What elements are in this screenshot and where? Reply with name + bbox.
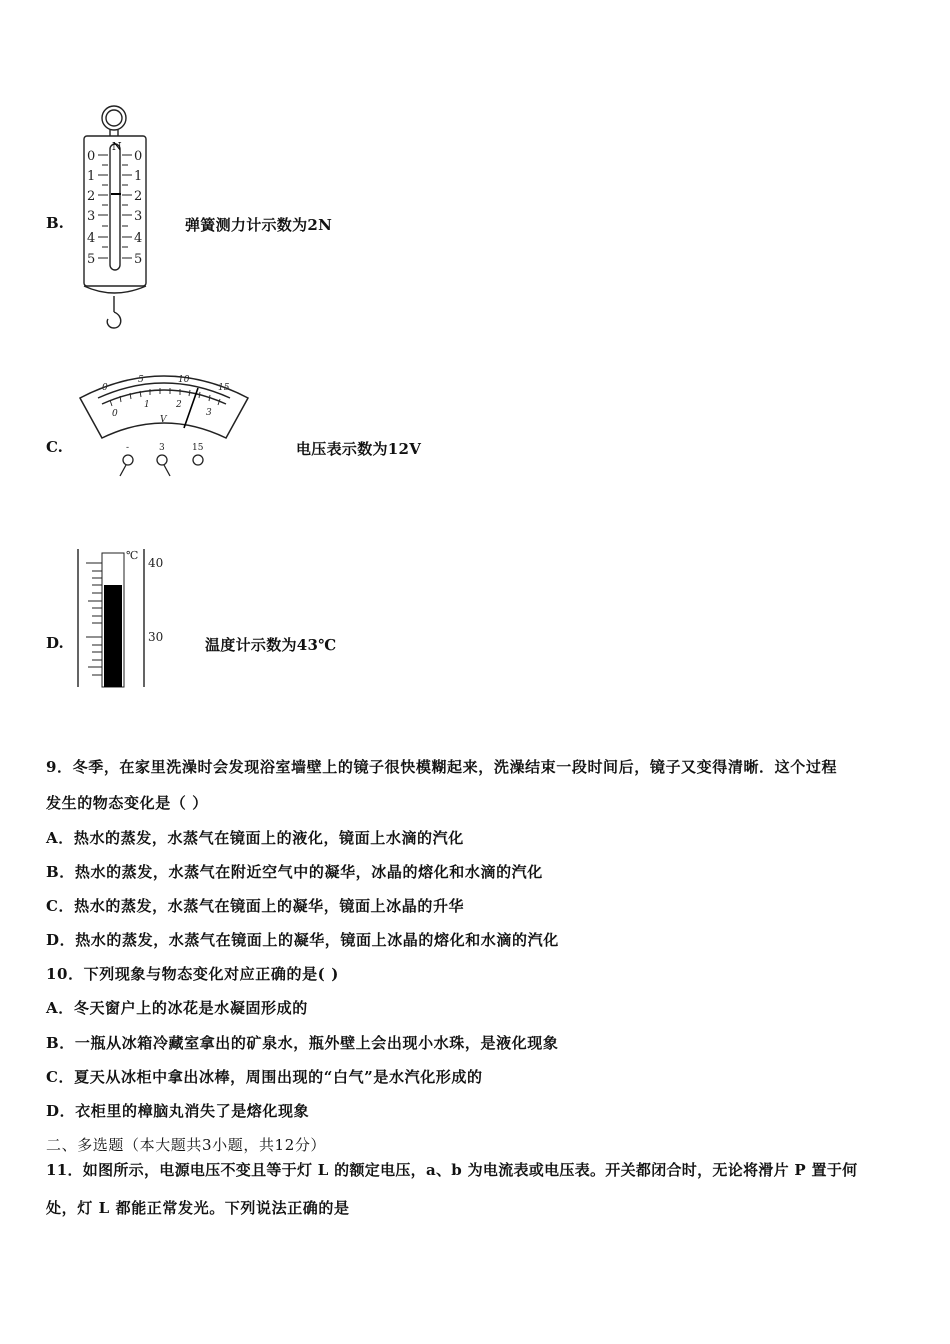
voltmeter-upper-label: 0 — [102, 383, 108, 393]
thermometer-label-40: 40 — [148, 556, 164, 570]
voltmeter-upper-label: 5 — [138, 375, 144, 385]
voltmeter-figure — [76, 360, 256, 480]
tick-label-left: 2 — [87, 189, 96, 204]
q10-option-c: C．夏天从冰柜中拿出冰棒，周围出现的“白气”是水汽化形成的 — [46, 1068, 483, 1086]
tick-label-right: 1 — [134, 169, 143, 184]
voltmeter-pointer — [184, 388, 198, 428]
voltmeter-lower-label: 3 — [206, 408, 212, 418]
q10-option-d: D．衣柜里的樟脑丸消失了是熔化现象 — [46, 1102, 310, 1120]
tick-label-left: 1 — [87, 169, 96, 184]
tick-label-right: 5 — [134, 252, 143, 267]
voltmeter-upper-label: 15 — [218, 383, 230, 393]
q9-option-a: A．热水的蒸发，水蒸气在镜面上的液化，镜面上水滴的汽化 — [46, 829, 464, 847]
q10-option-a: A．冬天窗户上的冰花是水凝固形成的 — [46, 999, 308, 1017]
option-b-text: 弹簧测力计示数为2N — [185, 216, 333, 234]
voltmeter-unit: V — [160, 415, 167, 425]
section-title: 二、多选题（本大题共3小题，共12分） — [46, 1136, 327, 1154]
q11-stem-line1: 11．如图所示，电源电压不变且等于灯 L 的额定电压，a、b 为电流表或电压表。开关都闭合时，无论将滑片 P 置于何 — [46, 1161, 858, 1179]
q9-option-d: D．热水的蒸发，水蒸气在镜面上的凝华，镜面上冰晶的熔化和水滴的汽化 — [46, 931, 559, 949]
q9-option-b: B．热水的蒸发，水蒸气在附近空气中的凝华，冰晶的熔化和水滴的汽化 — [46, 863, 543, 881]
tick-label-right: 0 — [134, 149, 143, 164]
terminal-label: 3 — [159, 443, 165, 453]
option-b-letter: B. — [46, 214, 64, 232]
tick-label-left: 4 — [87, 231, 96, 246]
tick-label-left: 0 — [87, 149, 96, 164]
voltmeter-lower-label: 1 — [144, 400, 150, 410]
tick-label-left: 3 — [87, 209, 96, 224]
option-d-letter: D. — [46, 634, 64, 652]
thermometer-unit: ℃ — [126, 549, 139, 562]
tick-label-right: 2 — [134, 189, 143, 204]
tick-label-right: 4 — [134, 231, 143, 246]
option-c-letter: C. — [46, 438, 63, 456]
tick-label-right: 3 — [134, 209, 143, 224]
voltmeter-lower-label: 2 — [176, 400, 182, 410]
q10-option-b: B．一瓶从冰箱冷藏室拿出的矿泉水，瓶外壁上会出现小水珠，是液化现象 — [46, 1034, 559, 1052]
terminal-label: - — [126, 443, 130, 453]
spring-scale-unit: N — [112, 140, 122, 153]
terminal-label: 15 — [192, 443, 204, 453]
thermometer-liquid-column — [104, 585, 122, 687]
voltmeter-upper-label: 10 — [178, 375, 190, 385]
q9-stem-line2: 发生的物态变化是（ ） — [46, 794, 208, 812]
thermometer-figure — [74, 545, 174, 690]
spring-scale-figure — [78, 100, 158, 335]
option-c-text: 电压表示数为12V — [296, 440, 422, 458]
option-d-text: 温度计示数为43℃ — [205, 636, 337, 654]
q9-stem-line1: 9．冬季，在家里洗澡时会发现浴室墙壁上的镜子很快模糊起来，洗澡结束一段时间后，镜子又变得清晰．这个过程 — [46, 758, 838, 776]
voltmeter-lower-label: 0 — [112, 409, 118, 419]
thermometer-label-30: 30 — [148, 630, 164, 644]
q10-stem: 10．下列现象与物态变化对应正确的是( ) — [46, 965, 339, 983]
tick-label-left: 5 — [87, 252, 96, 267]
q9-option-c: C．热水的蒸发，水蒸气在镜面上的凝华，镜面上冰晶的升华 — [46, 897, 465, 915]
q11-stem-line2: 处，灯 L 都能正常发光。下列说法正确的是 — [46, 1199, 350, 1217]
